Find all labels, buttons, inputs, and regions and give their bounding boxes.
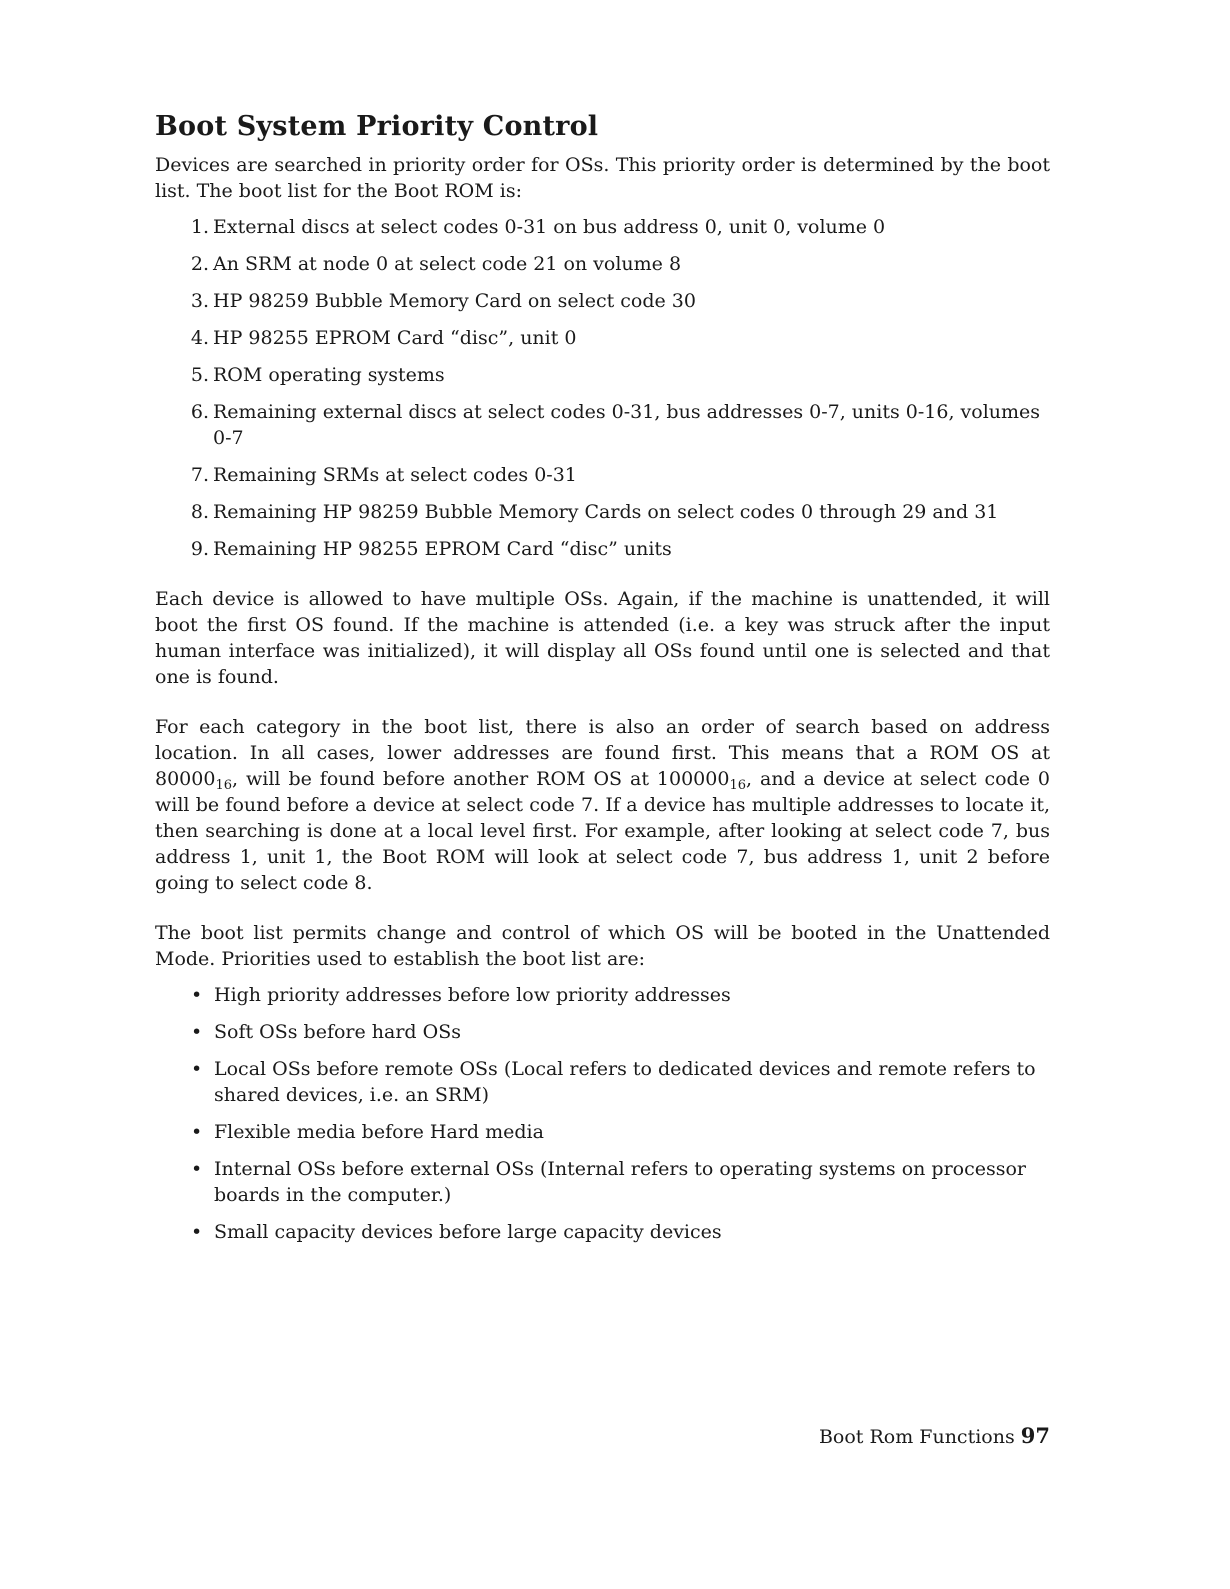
- page-footer: [819, 1423, 1050, 1448]
- boot-list-item: [155, 214, 1050, 240]
- item-text: External discs at select codes 0-31 on bus address 0, unit 0, volume 0: [213, 216, 886, 238]
- item-number: 6.: [190, 401, 209, 423]
- boot-list-item: [155, 251, 1050, 277]
- item-text: HP 98255 EPROM Card “disc”, unit 0: [213, 327, 577, 349]
- item-number: 3.: [190, 290, 209, 312]
- search-order-text-2: , will be found before another ROM OS at 100000: [232, 768, 730, 790]
- boot-list: [155, 214, 1050, 562]
- bullet-icon: •: [191, 1058, 203, 1080]
- priorities-list: [155, 982, 1050, 1245]
- boot-list-item: [155, 399, 1050, 451]
- item-text: Remaining HP 98259 Bubble Memory Cards on select codes 0 through 29 and 31: [213, 501, 999, 523]
- subscript-base-2: 16: [729, 778, 746, 793]
- boot-list-item: [155, 536, 1050, 562]
- priority-text: Internal OSs before external OSs (Internal refers to operating systems on processor boards in the computer.): [214, 1158, 1027, 1206]
- footer-section-title: Boot Rom Functions: [818, 1426, 1015, 1448]
- item-number: 7.: [190, 464, 209, 486]
- search-order-paragraph: [155, 714, 1050, 896]
- subscript-base-1: 16: [215, 778, 232, 793]
- search-order-text-1: For each category in the boot list, there is also an order of search based on address location. In all cases, lower addresses are found first. This means that a ROM OS at 80000: [155, 716, 1050, 790]
- item-text: HP 98259 Bubble Memory Card on select code 30: [213, 290, 696, 312]
- search-order-text-3: , and a device at select code 0 will be found before a device at select code 7. If a device has multiple addresses to locate it, then searching is done at a local level first. For example, after looking at select code 7, bus address 1, unit 1, the Boot ROM will look at select code 7, bus address 1, unit 2 before going to select code 8.: [155, 768, 1050, 894]
- priority-item: [155, 1119, 1050, 1145]
- intro-paragraph: Devices are searched in priority order for OSs. This priority order is determined by the boot list. The boot list for the Boot ROM is:: [155, 154, 1050, 202]
- item-number: 5.: [190, 364, 209, 386]
- boot-list-item: [155, 499, 1050, 525]
- item-text: An SRM at node 0 at select code 21 on volume 8: [213, 253, 682, 275]
- bullet-icon: •: [191, 1158, 203, 1180]
- bullet-icon: •: [191, 1021, 203, 1043]
- priority-text: High priority addresses before low priority addresses: [214, 984, 731, 1006]
- page-content: [155, 108, 1050, 1256]
- item-text: ROM operating systems: [213, 364, 445, 386]
- section-heading: Boot System Priority Control: [155, 111, 599, 142]
- item-text: Remaining HP 98255 EPROM Card “disc” units: [213, 538, 672, 560]
- bullet-icon: •: [191, 984, 203, 1006]
- item-number: 1.: [190, 216, 209, 238]
- item-number: 9.: [190, 538, 209, 560]
- multiple-os-paragraph: Each device is allowed to have multiple OSs. Again, if the machine is unattended, it will boot the first OS found. If the machine is attended (i.e. a key was struck after the input human interface was initialized), it will display all OSs found until one is selected and that one is found.: [155, 588, 1050, 688]
- item-text: Remaining external discs at select codes 0-31, bus addresses 0-7, units 0-16, volumes 0-7: [213, 401, 1041, 449]
- priority-item: [155, 1156, 1050, 1208]
- page-number: 97: [1020, 1423, 1050, 1448]
- priority-text: Flexible media before Hard media: [214, 1121, 544, 1143]
- bullet-icon: •: [191, 1121, 203, 1143]
- priority-item: [155, 1219, 1050, 1245]
- boot-list-item: [155, 362, 1050, 388]
- item-number: 4.: [190, 327, 209, 349]
- priority-item: [155, 982, 1050, 1008]
- priority-text: Soft OSs before hard OSs: [214, 1021, 461, 1043]
- priority-text: Local OSs before remote OSs (Local refers to dedicated devices and remote refers to shared devices, i.e. an SRM): [214, 1058, 1036, 1106]
- bullet-icon: •: [191, 1221, 203, 1243]
- item-number: 2.: [190, 253, 209, 275]
- boot-list-item: [155, 462, 1050, 488]
- boot-list-item: [155, 325, 1050, 351]
- priority-text: Small capacity devices before large capacity devices: [214, 1221, 722, 1243]
- priorities-intro-paragraph: The boot list permits change and control of which OS will be booted in the Unattended Mode. Priorities used to establish the boot list are:: [155, 922, 1050, 970]
- item-text: Remaining SRMs at select codes 0-31: [213, 464, 577, 486]
- item-number: 8.: [190, 501, 209, 523]
- priority-item: [155, 1019, 1050, 1045]
- priority-item: [155, 1056, 1050, 1108]
- boot-list-item: [155, 288, 1050, 314]
